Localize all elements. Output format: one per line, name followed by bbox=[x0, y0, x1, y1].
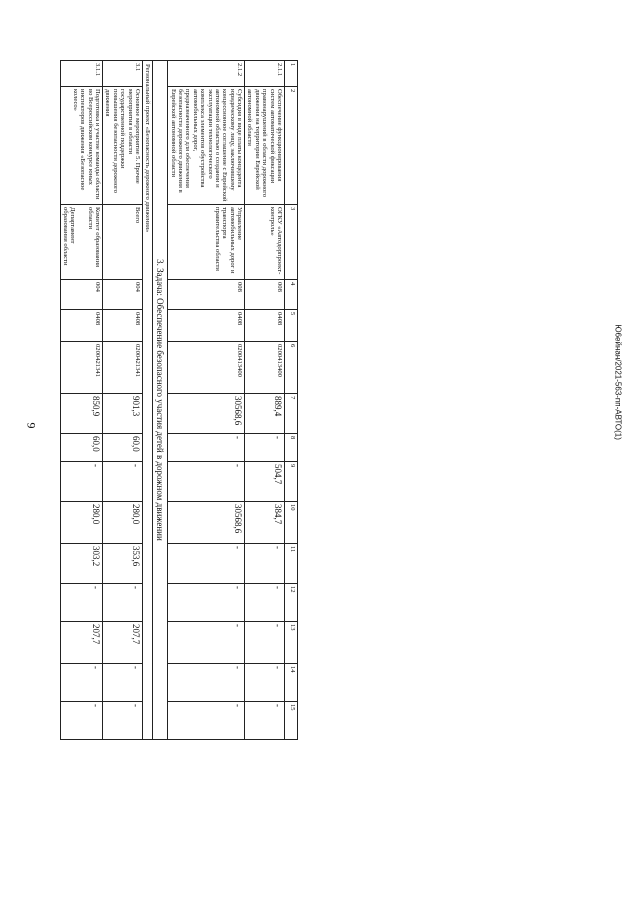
cell-col-15: - bbox=[168, 702, 245, 740]
budget-table-wrapper bbox=[60, 60, 298, 740]
cell-col-10: 280,0 bbox=[103, 502, 143, 544]
column-header-14: 14 bbox=[285, 664, 298, 702]
table-row bbox=[245, 61, 285, 740]
cell-col-11: - bbox=[245, 544, 285, 584]
column-header-12: 12 bbox=[285, 584, 298, 622]
cell-col-2: Основное мероприятие 5. Прочие мероприятия в области государственной поддержки повышения безопасности дорожного движения bbox=[103, 87, 143, 205]
cell-col-11: 353,6 bbox=[103, 544, 143, 584]
cell-col-4: 008 bbox=[245, 280, 285, 310]
cell-col-8: - bbox=[245, 434, 285, 462]
cell-col-9: - bbox=[103, 462, 143, 502]
cell-col-15: - bbox=[103, 702, 143, 740]
executor-primary: Комитет образования области bbox=[86, 207, 102, 268]
section-row bbox=[153, 61, 168, 740]
cell-col-6: 0200421341 bbox=[60, 342, 103, 394]
cell-col-8: - bbox=[168, 434, 245, 462]
cell-col-7: 889,4 bbox=[245, 394, 285, 434]
column-header-3: 3 bbox=[285, 205, 298, 280]
cell-col-4: 004 bbox=[60, 280, 103, 310]
column-header-1: 1 bbox=[285, 61, 298, 87]
cell-col-5: 0408 bbox=[245, 310, 285, 342]
cell-col-8: 60,0 bbox=[103, 434, 143, 462]
cell-col-6: 0200413400 bbox=[168, 342, 245, 394]
cell-col-6: 0200413400 bbox=[245, 342, 285, 394]
cell-col-1: 2.1.2 bbox=[168, 61, 245, 87]
cell-col-13: - bbox=[168, 622, 245, 664]
cell-col-1: 3.1 bbox=[103, 61, 143, 87]
page-number: 9 bbox=[24, 422, 39, 429]
cell-col-2: Субсидия в виде платы концедента юридическому лицу, заключившему концессионное соглашение с Еврейской автономной областью о создании и эксплуатации технологического комплекса элементов обустройства автомобильных дорог, предназначенного для обеспечения безопасности дорожного движения в Еврейской автономной области bbox=[168, 87, 245, 205]
column-header-9: 9 bbox=[285, 462, 298, 502]
cell-col-9: - bbox=[60, 462, 103, 502]
cell-col-14: - bbox=[168, 664, 245, 702]
column-header-6: 6 bbox=[285, 342, 298, 394]
cell-col-4: 008 bbox=[168, 280, 245, 310]
cell-col-7: 850,9 bbox=[60, 394, 103, 434]
column-header-13: 13 bbox=[285, 622, 298, 664]
cell-col-13: 207,7 bbox=[60, 622, 103, 664]
cell-col-13: - bbox=[245, 622, 285, 664]
cell-col-4: 004 bbox=[103, 280, 143, 310]
cell-col-3: ОГКУ «Автодорпроект-контроль» bbox=[245, 205, 285, 280]
table-row bbox=[60, 61, 103, 740]
cell-col-15: - bbox=[245, 702, 285, 740]
cell-col-13: 207,7 bbox=[103, 622, 143, 664]
header-row bbox=[285, 61, 298, 740]
cell-col-10: 280,0 bbox=[60, 502, 103, 544]
cell-col-1: 2.1.1 bbox=[245, 61, 285, 87]
cell-col-5: 0408 bbox=[60, 310, 103, 342]
cell-col-12: - bbox=[168, 584, 245, 622]
cell-col-9: 504,7 bbox=[245, 462, 285, 502]
cell-col-1: 3.1.1 bbox=[60, 61, 103, 87]
cell-col-12: - bbox=[60, 584, 103, 622]
cell-col-8: 60,0 bbox=[60, 434, 103, 462]
executor-secondary: Департамент образования области bbox=[61, 207, 77, 266]
cell-col-14: - bbox=[60, 664, 103, 702]
column-header-15: 15 bbox=[285, 702, 298, 740]
column-header-2: 2 bbox=[285, 87, 298, 205]
column-header-8: 8 bbox=[285, 434, 298, 462]
cell-col-10: 30568,6 bbox=[168, 502, 245, 544]
document-code: Ю6ейнан/2021-563-пп-АВТО(1) bbox=[613, 324, 623, 440]
section-title: 3. Задача: Обеспечение безопасного участия детей в дорожном движении bbox=[153, 61, 168, 740]
cell-col-3 bbox=[60, 205, 103, 280]
cell-col-10: 384,7 bbox=[245, 502, 285, 544]
cell-col-2: Подготовка и участие команды области во Всероссийском конкурсе юных инспекторов движения «Безопасное колесо» bbox=[60, 87, 103, 205]
cell-col-12: - bbox=[245, 584, 285, 622]
cell-col-14: - bbox=[245, 664, 285, 702]
cell-col-3: Всего bbox=[103, 205, 143, 280]
column-header-11: 11 bbox=[285, 544, 298, 584]
column-header-7: 7 bbox=[285, 394, 298, 434]
cell-col-6: 0200421341 bbox=[103, 342, 143, 394]
cell-col-14: - bbox=[103, 664, 143, 702]
cell-col-9: - bbox=[168, 462, 245, 502]
cell-col-11: - bbox=[168, 544, 245, 584]
budget-table bbox=[60, 60, 298, 740]
table-row bbox=[103, 61, 143, 740]
cell-col-5: 0408 bbox=[103, 310, 143, 342]
cell-col-2: Обеспечение функционирования систем автоматической фиксации правонарушений в области дорожного движения на территории Еврейской автономной области bbox=[245, 87, 285, 205]
cell-col-12: - bbox=[103, 584, 143, 622]
cell-col-3: Управление автомобильных дорог и транспорта правительства области bbox=[168, 205, 245, 280]
column-header-5: 5 bbox=[285, 310, 298, 342]
column-header-4: 4 bbox=[285, 280, 298, 310]
project-title: Региональный проект «Безопасность дорожного движения» bbox=[142, 61, 152, 740]
cell-col-7: 30568,6 bbox=[168, 394, 245, 434]
cell-col-11: 303,2 bbox=[60, 544, 103, 584]
table-row bbox=[168, 61, 245, 740]
cell-col-15: - bbox=[60, 702, 103, 740]
cell-col-7: 901,3 bbox=[103, 394, 143, 434]
project-row bbox=[142, 61, 152, 740]
cell-col-5: 0408 bbox=[168, 310, 245, 342]
column-header-10: 10 bbox=[285, 502, 298, 544]
